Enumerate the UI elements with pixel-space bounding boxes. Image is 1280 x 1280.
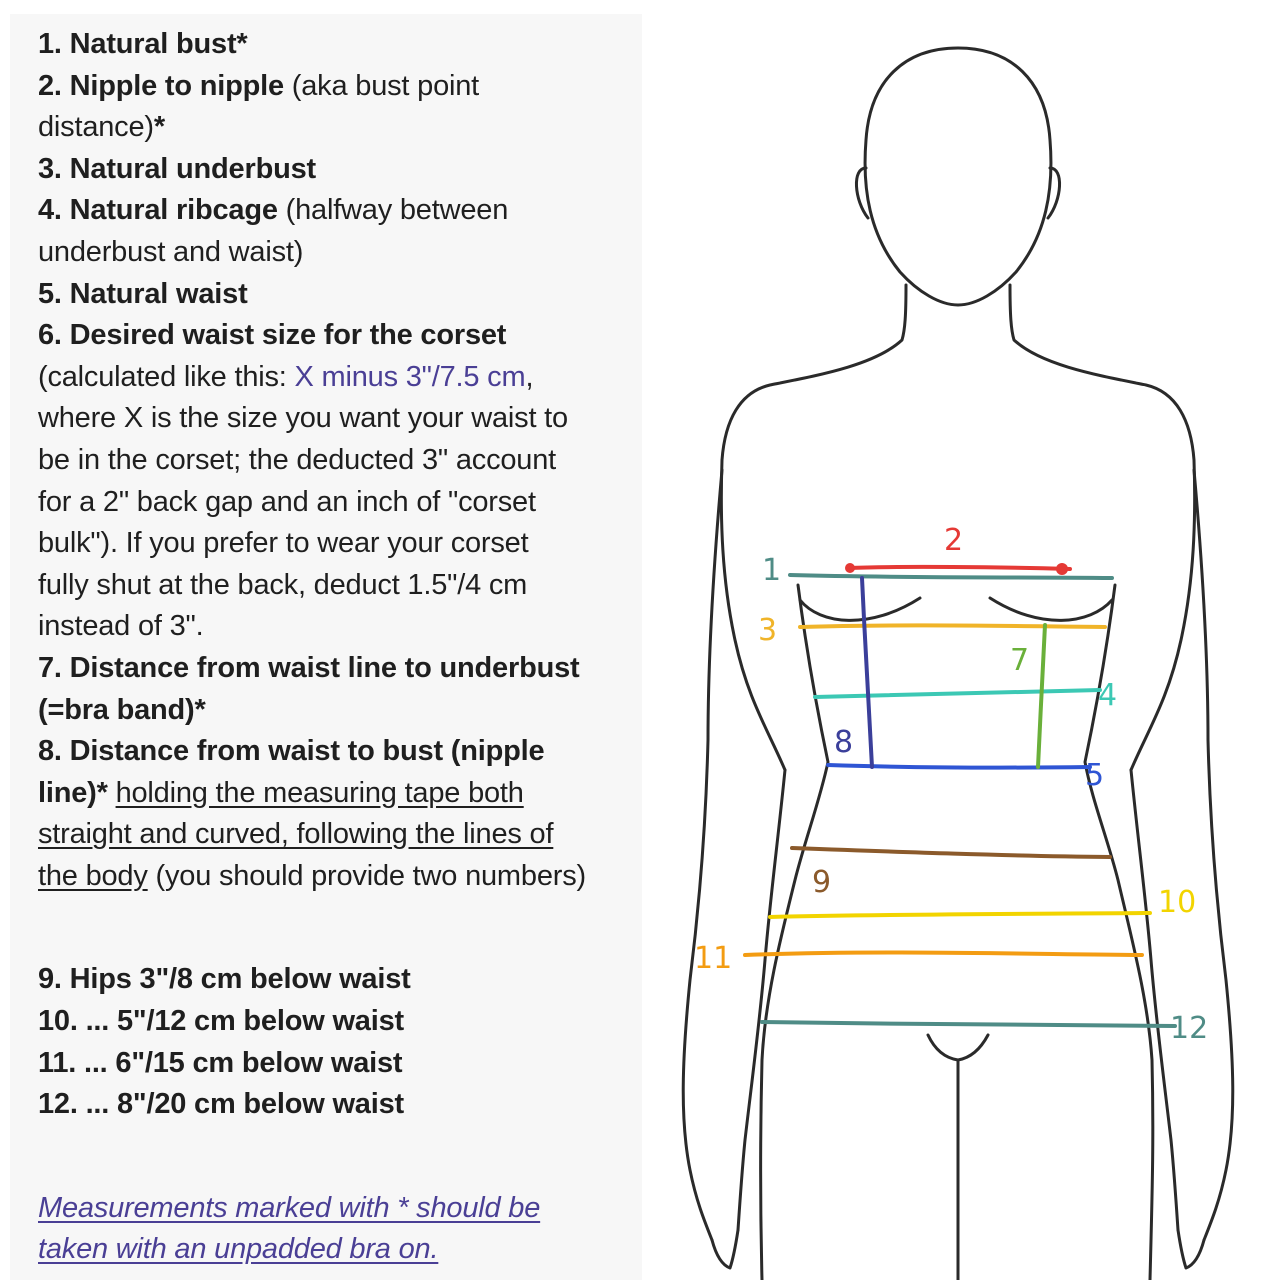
nipple-point-right — [1056, 563, 1068, 575]
item-7-title-cont: (=bra band)* — [38, 693, 206, 726]
item-10 — [38, 1001, 638, 1043]
label-7: 7 — [1010, 643, 1030, 678]
item-4-cont — [38, 232, 638, 274]
right-breast — [990, 598, 1112, 620]
item-8-note: (you should provide two numbers) — [147, 859, 586, 892]
item-7-cont — [38, 690, 638, 732]
item-8-cont — [38, 773, 638, 815]
crotch — [928, 1035, 988, 1060]
body-measurement-figure — [640, 0, 1280, 1280]
label-4: 4 — [1098, 678, 1118, 713]
measurement-instructions — [38, 24, 638, 1271]
line-8-waist-to-bust — [862, 578, 872, 767]
item-8-title: 8. Distance from waist to bust (nipple — [38, 735, 545, 768]
item-7 — [38, 648, 638, 690]
line-11 — [745, 953, 1142, 955]
item-6-line-5: for a 2" back gap and an inch of "corset — [38, 485, 536, 518]
line-4-ribcage — [815, 690, 1100, 697]
left-hand — [712, 1230, 738, 1268]
left-arm — [683, 470, 722, 1240]
item-10-title: 10. ... 5"/12 cm below waist — [38, 1005, 404, 1038]
item-6-formula-line — [38, 357, 638, 399]
label-8: 8 — [834, 725, 854, 760]
item-8 — [38, 731, 638, 773]
item-3 — [38, 149, 638, 191]
right-arm — [1194, 470, 1233, 1240]
line-10 — [770, 913, 1150, 917]
item-6-comma: , — [525, 360, 534, 393]
item-2-note-cont: distance) — [38, 111, 154, 144]
item-8-title-cont: line)* — [38, 776, 108, 809]
item-5-title: 5. Natural waist — [38, 277, 248, 310]
line-2-nipple-to-nipple — [848, 567, 1070, 569]
item-6-line-8: instead of 3". — [38, 610, 204, 643]
line-5-waist — [828, 765, 1090, 768]
item-5 — [38, 274, 638, 316]
line-3-underbust — [800, 625, 1105, 627]
note-line-1: Measurements marked with * should be — [38, 1191, 541, 1224]
item-11-title: 11. ... 6"/15 cm below waist — [38, 1046, 403, 1079]
item-8-cont-3 — [38, 856, 638, 898]
line-7-waist-to-underbust — [1038, 625, 1045, 767]
label-12: 12 — [1170, 1011, 1209, 1046]
label-2: 2 — [944, 523, 964, 558]
note-line-2: taken with an unpadded bra on. — [38, 1233, 439, 1266]
item-12 — [38, 1084, 638, 1126]
item-8-instruction-1: holding the measuring tape both — [115, 776, 524, 809]
nipple-point-left — [845, 563, 855, 573]
left-torso — [761, 585, 832, 1280]
item-6-line-4: be in the corset; the deducted 3" account — [38, 443, 557, 476]
item-9-title: 9. Hips 3"/8 cm below waist — [38, 963, 411, 996]
item-6-line-6: bulk"). If you prefer to wear your corset — [38, 527, 529, 560]
item-6-line-3: where X is the size you want your waist to — [38, 402, 568, 435]
item-2-note: (aka bust point — [283, 69, 480, 102]
item-6 — [38, 315, 638, 357]
head-outline — [865, 48, 1051, 305]
right-arm-inner — [1131, 770, 1178, 1230]
item-4 — [38, 190, 638, 232]
item-6-title: 6. Desired waist size for the corset — [38, 319, 507, 352]
line-9-hips — [792, 848, 1110, 857]
label-5: 5 — [1085, 758, 1105, 793]
label-10: 10 — [1158, 885, 1197, 920]
item-12-title: 12. ... 8"/20 cm below waist — [38, 1088, 404, 1121]
item-2-title: 2. Nipple to nipple — [38, 69, 284, 102]
item-7-title: 7. Distance from waist line to underbust — [38, 651, 580, 684]
item-4-note: (halfway between — [277, 194, 509, 227]
item-8-cont-2 — [38, 814, 638, 856]
item-6-line-7: fully shut at the back, deduct 1.5"/4 cm — [38, 568, 528, 601]
right-hand — [1178, 1230, 1204, 1268]
item-1-title: 1. Natural bust* — [38, 28, 248, 60]
label-3: 3 — [758, 613, 778, 648]
item-8-instruction-2: straight and curved, following the lines of — [38, 818, 554, 851]
item-4-note-cont: underbust and waist) — [38, 235, 304, 268]
item-2-cont — [38, 107, 638, 149]
item-6-formula: X minus 3"/7.5 cm — [294, 360, 526, 393]
line-1-natural-bust — [790, 575, 1112, 578]
label-1: 1 — [762, 553, 782, 588]
item-6-pre: (calculated like this: — [38, 360, 295, 393]
label-9: 9 — [812, 865, 832, 900]
item-4-title: 4. Natural ribcage — [38, 194, 278, 227]
item-9 — [38, 959, 638, 1001]
unpadded-bra-note-cont — [38, 1229, 638, 1271]
left-breast — [800, 598, 920, 620]
item-1 — [38, 24, 638, 66]
item-11 — [38, 1043, 638, 1085]
unpadded-bra-note — [38, 1188, 638, 1230]
item-8-instruction-3: the body — [38, 859, 148, 892]
label-11: 11 — [694, 941, 733, 976]
body-outline — [683, 48, 1233, 1280]
item-2-star: * — [153, 111, 165, 144]
line-12 — [762, 1022, 1175, 1026]
item-3-title: 3. Natural underbust — [38, 152, 316, 185]
item-2 — [38, 66, 638, 108]
